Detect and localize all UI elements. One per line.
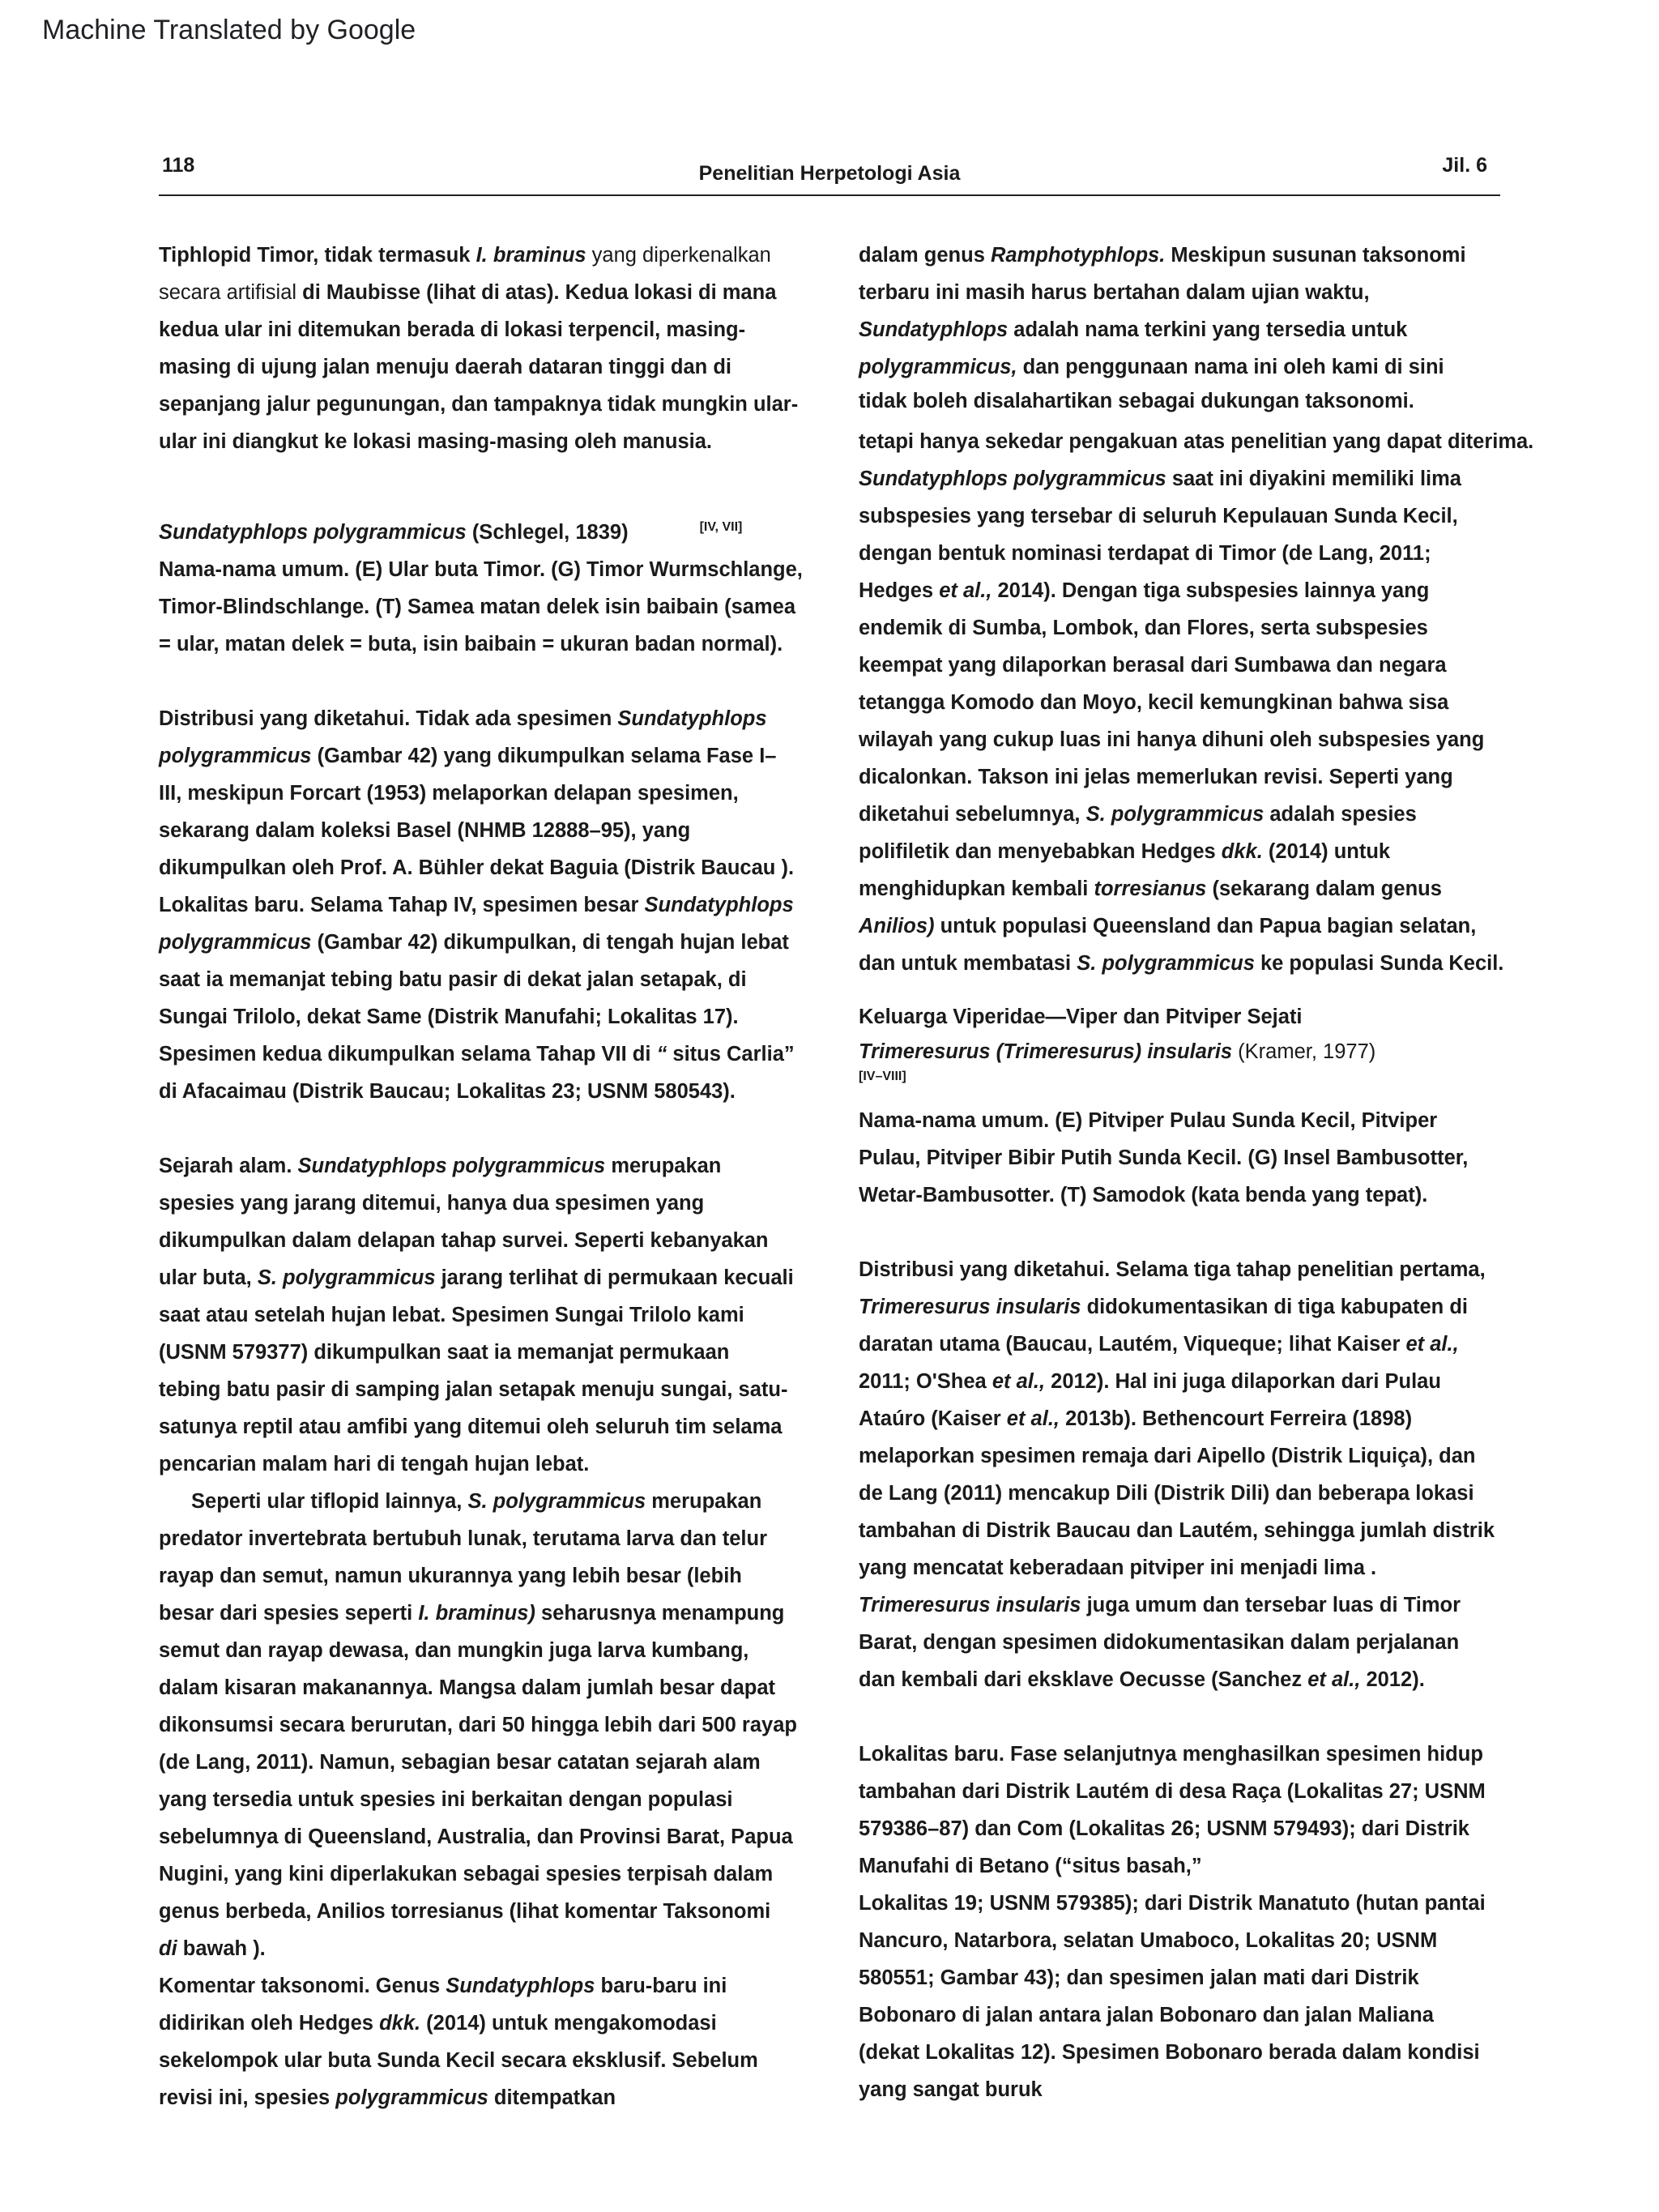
text-line: dengan bentuk nominasi terdapat di Timor (de Lang, 2011; <box>859 542 1431 565</box>
text: didirikan oleh Hedges <box>159 2012 380 2035</box>
right-column <box>859 237 1572 2108</box>
page-header <box>159 151 1500 196</box>
species-italic: Trimeresurus insularis <box>859 1594 1081 1616</box>
text-line: kedua ular ini ditemukan berada di lokasi terpencil, masing- <box>159 318 746 341</box>
species-italic: Sundatyphlops <box>644 894 794 916</box>
text: dkk. <box>379 2012 421 2035</box>
species-italic: polygrammicus <box>159 931 312 954</box>
text: et al., <box>1006 1407 1060 1430</box>
text-line: dalam kisaran makanannya. Mangsa dalam jumlah besar dapat <box>159 1676 776 1699</box>
species-author: (Schlegel, 1839) <box>466 521 629 544</box>
text: (sekarang dalam genus <box>1206 878 1442 900</box>
text-line: saat atau setelah hujan lebat. Spesimen Sungai Trilolo kami <box>159 1304 744 1326</box>
text-line: sekelompok ular buta Sunda Kecil secara eksklusif. Sebelum <box>159 2049 758 2072</box>
text-line: tambahan di Distrik Baucau dan Lautém, sehingga jumlah distrik <box>859 1519 1495 1542</box>
species-italic: I. braminus <box>476 244 586 267</box>
text-line: yang sangat buruk <box>859 2078 1043 2101</box>
species-italic: polygrammicus, <box>859 356 1017 378</box>
left-column <box>159 237 847 2116</box>
text-line: di Afacaimau (Distrik Baucau; Lokalitas 23; USNM 580543). <box>159 1080 736 1103</box>
text-line: melaporkan spesimen remaja dari Aipello (Distrik Liquiça), dan <box>859 1445 1476 1467</box>
text: (Gambar 42) dikumpulkan, di tengah hujan lebat <box>311 931 789 954</box>
text: seharusnya menampung <box>535 1602 785 1625</box>
text: didokumentasikan di tiga kabupaten di <box>1081 1296 1468 1318</box>
text-line: (de Lang, 2011). Namun, sebagian besar catatan sejarah alam <box>159 1751 761 1774</box>
text: Lokalitas baru. Selama Tahap IV, spesimen besar <box>159 894 645 916</box>
text-line: tetapi hanya sekedar pengakuan atas penelitian yang dapat diterima. <box>859 430 1534 453</box>
text-line: spesies yang jarang ditemui, hanya dua spesimen yang <box>159 1192 705 1215</box>
text: dalam genus <box>859 244 991 267</box>
taxonomy-continued <box>859 237 1572 982</box>
text: “ <box>656 1043 667 1065</box>
text-line: sebelumnya di Queensland, Australia, dan Provinsi Barat, Papua <box>159 1826 793 1848</box>
text-line: = ular, matan delek = buta, isin baibain = ukuran badan normal). <box>159 633 783 655</box>
text: Sejarah alam. <box>159 1155 298 1177</box>
text-line: yang tersedia untuk spesies ini berkaitan dengan populasi <box>159 1788 733 1811</box>
text: secara artifisial <box>159 281 297 304</box>
text: diketahui sebelumnya, <box>859 803 1086 826</box>
text: daratan utama (Baucau, Lautém, Viqueque; lihat Kaiser <box>859 1333 1406 1356</box>
natural-history-section <box>159 1147 847 1967</box>
text-line: Wetar-Bambusotter. (T) Samodok (kata benda yang tepat). <box>859 1184 1428 1206</box>
text-line: subspesies yang tersebar di seluruh Kepulauan Sunda Kecil, <box>859 505 1458 527</box>
species-italic: Sundatyphlops <box>446 1975 595 1997</box>
text-line: Bobonaro di jalan antara jalan Bobonaro dan jalan Maliana <box>859 2004 1434 2026</box>
text-line: ular ini diangkut ke lokasi masing-masing oleh manusia. <box>159 430 713 453</box>
text-line: (USNM 579377) dikumpulkan saat ia memanjat permukaan <box>159 1341 730 1364</box>
taxonomy-section <box>159 1967 847 2116</box>
text-line: predator invertebrata bertubuh lunak, terutama larva dan telur <box>159 1527 768 1550</box>
species-italic: Sundatyphlops <box>859 318 1009 341</box>
text-line: keempat yang dilaporkan berasal dari Sumbawa dan negara <box>859 654 1447 677</box>
text-line: endemik di Sumba, Lombok, dan Flores, serta subspesies <box>859 617 1428 639</box>
species-name: Trimeresurus (Trimeresurus) insularis <box>859 1040 1233 1063</box>
text: Tiphlopid Timor, tidak termasuk <box>159 244 476 267</box>
text: 2012). <box>1360 1668 1425 1691</box>
text: adalah nama terkini yang tersedia untuk <box>1008 318 1408 341</box>
species-italic: Anilios) <box>859 915 935 937</box>
text-line: tidak boleh disalahartikan sebagai dukungan taksonomi. <box>859 390 1414 412</box>
text: et al., <box>939 579 992 602</box>
species-author: (Kramer, 1977) <box>1232 1040 1376 1063</box>
translation-banner: Machine Translated by Google <box>42 15 416 45</box>
text: Hedges <box>859 579 940 602</box>
text-line: dikonsumsi secara berurutan, dari 50 hingga lebih dari 500 rayap <box>159 1714 797 1736</box>
text: situs Carlia” <box>667 1043 795 1065</box>
text: 2014). Dengan tiga subspesies lainnya yang <box>992 579 1430 602</box>
text: Komentar taksonomi. Genus <box>159 1975 446 1997</box>
text: et al., <box>1405 1333 1459 1356</box>
text-line: 580551; Gambar 43); dan spesimen jalan mati dari Distrik <box>859 1966 1419 1989</box>
text: ditempatkan <box>488 2086 616 2109</box>
text: et al., <box>1307 1668 1361 1691</box>
text: Meskipun susunan taksonomi <box>1165 244 1466 267</box>
text-line: Lokalitas baru. Fase selanjutnya menghasilkan spesimen hidup <box>859 1743 1483 1766</box>
text: menghidupkan kembali <box>859 878 1094 900</box>
text-line: terbaru ini masih harus bertahan dalam ujian waktu, <box>859 281 1370 304</box>
page-number: 118 <box>162 154 195 177</box>
text: adalah spesies <box>1264 803 1417 826</box>
text-line: de Lang (2011) mencakup Dili (Distrik Dili) dan beberapa lokasi <box>859 1482 1474 1505</box>
text-line: tebing batu pasir di samping jalan setapak menuju sungai, satu- <box>159 1378 788 1401</box>
species-italic: Sundatyphlops <box>617 707 767 730</box>
text-line: semut dan rayap dewasa, dan mungkin juga larva kumbang, <box>159 1639 749 1662</box>
text-line: genus berbeda, Anilios torresianus (lihat komentar Taksonomi <box>159 1900 771 1923</box>
species-italic: Ramphotyphlops. <box>990 244 1166 267</box>
text: 2012). Hal ini juga dilaporkan dari Pulau <box>1045 1370 1441 1393</box>
phase-tag: [IV–VIII] <box>859 1070 906 1083</box>
text: bawah ). <box>177 1937 266 1960</box>
text: di Maubisse (lihat di atas). Kedua lokasi di mana <box>296 281 777 304</box>
species-italic: Sundatyphlops polygrammicus <box>859 468 1166 490</box>
distribution-section-viper <box>859 1251 1572 1698</box>
text: juga umum dan tersebar luas di Timor <box>1081 1594 1461 1616</box>
species-italic: S. polygrammicus <box>467 1490 646 1513</box>
text-line: Distribusi yang diketahui. Selama tiga tahap penelitian pertama, <box>859 1258 1486 1281</box>
text-line: Lokalitas 19; USNM 579385); dari Distrik Manatuto (hutan pantai <box>859 1892 1486 1915</box>
new-localities-section <box>859 1736 1572 2108</box>
text: baru-baru ini <box>595 1975 727 1997</box>
text-line: dikumpulkan dalam delapan tahap survei. Seperti kebanyakan <box>159 1229 769 1252</box>
text: Seperti ular tiflopid lainnya, <box>191 1490 468 1513</box>
intro-paragraph <box>159 237 847 460</box>
species-name: Sundatyphlops polygrammicus <box>159 521 467 544</box>
text: 2011; O'Shea <box>859 1370 992 1393</box>
species-italic: S. polygrammicus <box>1085 803 1265 826</box>
text: Spesimen kedua dikumpulkan selama Tahap VII di <box>159 1043 657 1065</box>
text-line: Nama-nama umum. (E) Ular buta Timor. (G) Timor Wurmschlange, <box>159 558 803 581</box>
text-line: (dekat Lokalitas 12). Spesimen Bobonaro berada dalam kondisi <box>859 2041 1480 2064</box>
journal-title: Penelitian Herpetologi Asia <box>698 162 961 185</box>
text-line: Manufahi di Betano (“situs basah,” <box>859 1855 1202 1877</box>
text: (2014) untuk <box>1262 840 1391 863</box>
text-line: Timor-Blindschlange. (T) Samea matan delek isin baibain (samea <box>159 596 796 618</box>
text-line: dicalonkan. Takson ini jelas memerlukan revisi. Seperti yang <box>859 766 1453 788</box>
species-account-heading <box>159 514 847 663</box>
text-line: tambahan dari Distrik Lautém di desa Raça (Lokalitas 27; USNM <box>859 1780 1486 1803</box>
text-line: satunya reptil atau amfibi yang ditemui oleh seluruh tim selama <box>159 1416 783 1438</box>
text-line: dikumpulkan oleh Prof. A. Bühler dekat Baguia (Distrik Baucau ). <box>159 856 795 879</box>
text: ular buta, <box>159 1266 258 1289</box>
text: merupakan <box>646 1490 762 1513</box>
text: di <box>159 1937 177 1960</box>
family-title: Keluarga Viperidae—Viper dan Pitviper Sejati <box>859 1006 1303 1028</box>
species-italic: S. polygrammicus <box>257 1266 436 1289</box>
text-line: 579386–87) dan Com (Lokalitas 26; USNM 579493); dari Distrik <box>859 1817 1469 1840</box>
family-heading <box>859 998 1572 1086</box>
species-italic: S. polygrammicus <box>1077 952 1255 975</box>
text-line: Pulau, Pitviper Bibir Putih Sunda Kecil. (G) Insel Bambusotter, <box>859 1147 1469 1169</box>
text: dan untuk membatasi <box>859 952 1077 975</box>
text: dkk. <box>1221 840 1263 863</box>
text-line: Nugini, yang kini diperlakukan sebagai spesies terpisah dalam <box>159 1863 774 1885</box>
text: revisi ini, spesies <box>159 2086 336 2109</box>
species-italic: Trimeresurus insularis <box>859 1296 1081 1318</box>
volume-label: Jil. 6 <box>1442 154 1487 177</box>
text-line: sekarang dalam koleksi Basel (NHMB 12888–95), yang <box>159 819 691 842</box>
species-italic: Sundatyphlops polygrammicus <box>297 1155 606 1177</box>
text: dan kembali dari eksklave Oecusse (Sanchez <box>859 1668 1308 1691</box>
text-line: saat ia memanjat tebing batu pasir di dekat jalan setapak, di <box>159 968 747 991</box>
text: dan penggunaan nama ini oleh kami di sini <box>1017 356 1444 378</box>
text-line: Nama-nama umum. (E) Pitviper Pulau Sunda Kecil, Pitviper <box>859 1109 1438 1132</box>
text: besar dari spesies seperti <box>159 1602 419 1625</box>
text-line: Nancuro, Natarbora, selatan Umaboco, Lokalitas 20; USNM <box>859 1929 1438 1952</box>
text-line: Barat, dengan spesimen didokumentasikan dalam perjalanan <box>859 1631 1460 1654</box>
text: 2013b). Bethencourt Ferreira (1898) <box>1060 1407 1413 1430</box>
text: ke populasi Sunda Kecil. <box>1254 952 1504 975</box>
text-line: wilayah yang cukup luas ini hanya dihuni oleh subspesies yang <box>859 728 1485 751</box>
text-line: pencarian malam hari di tengah hujan lebat. <box>159 1453 590 1475</box>
text: polifiletik dan menyebabkan Hedges <box>859 840 1222 863</box>
text: yang diperkenalkan <box>586 244 771 267</box>
text-line: tetangga Komodo dan Moyo, kecil kemungkinan bahwa sisa <box>859 691 1449 714</box>
text-line: Sungai Trilolo, dekat Same (Distrik Manufahi; Lokalitas 17). <box>159 1006 739 1028</box>
species-italic: torresianus <box>1094 878 1207 900</box>
text-line: sepanjang jalur pegunungan, dan tampaknya tidak mungkin ular- <box>159 393 799 416</box>
text: saat ini diyakini memiliki lima <box>1166 468 1461 490</box>
distribution-section <box>159 700 847 1110</box>
text: Ataúro (Kaiser <box>859 1407 1007 1430</box>
species-italic: polygrammicus <box>159 745 312 767</box>
text-line: masing di ujung jalan menuju daerah dataran tinggi dan di <box>159 356 731 378</box>
species-italic: I. braminus) <box>418 1602 535 1625</box>
text: Distribusi yang diketahui. Tidak ada spesimen <box>159 707 618 730</box>
common-names-section <box>859 1102 1572 1214</box>
text-line: yang mencatat keberadaan pitviper ini menjadi lima . <box>859 1557 1377 1579</box>
text-line: rayap dan semut, namun ukurannya yang lebih besar (lebih <box>159 1565 742 1587</box>
text: et al., <box>992 1370 1046 1393</box>
text: (2014) untuk mengakomodasi <box>420 2012 717 2035</box>
species-italic: polygrammicus <box>335 2086 488 2109</box>
text-line: III, meskipun Forcart (1953) melaporkan delapan spesimen, <box>159 782 739 805</box>
text: (Gambar 42) yang dikumpulkan selama Fase I– <box>311 745 777 767</box>
phase-tag: [IV, VII] <box>699 520 743 534</box>
text: merupakan <box>605 1155 722 1177</box>
text: untuk populasi Queensland dan Papua bagian selatan, <box>934 915 1477 937</box>
text: jarang terlihat di permukaan kecuali <box>435 1266 794 1289</box>
